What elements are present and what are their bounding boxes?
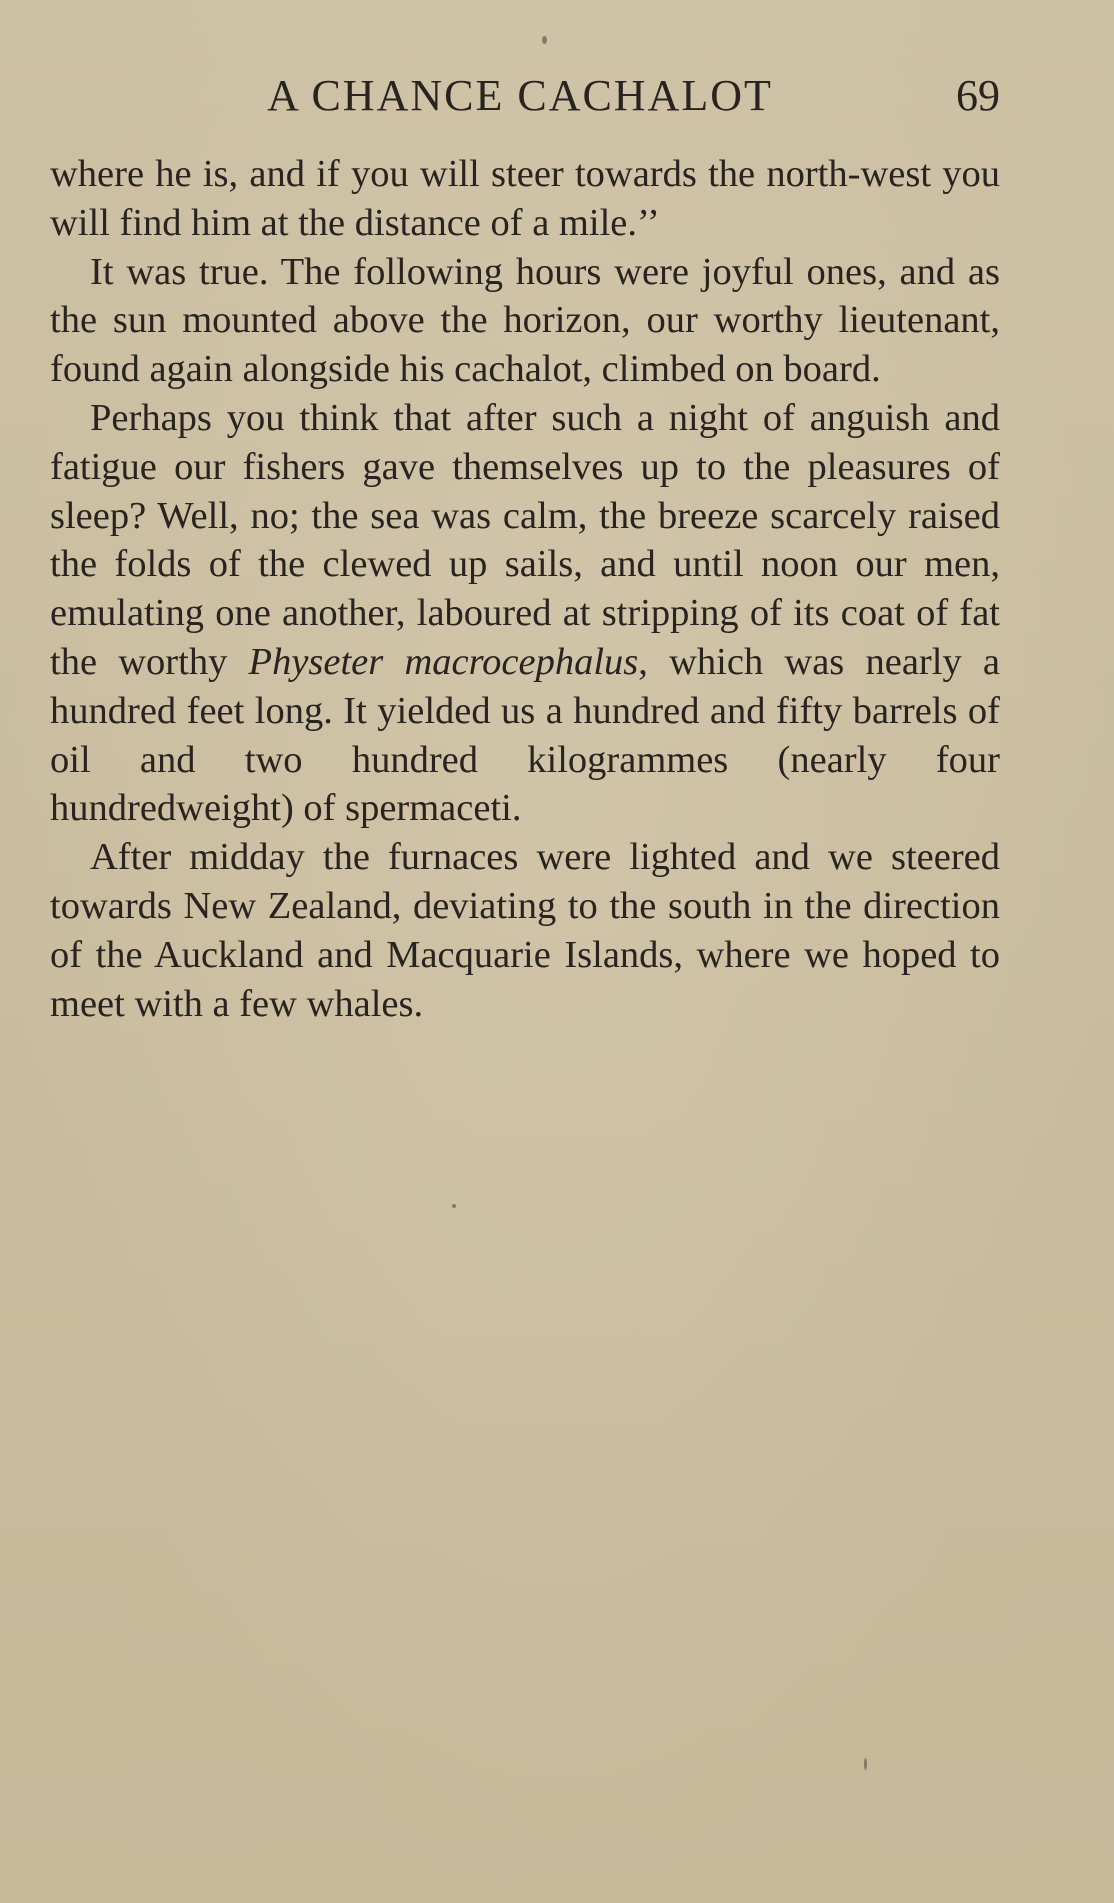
paragraph <box>50 394 1000 833</box>
ink-speck <box>542 36 547 44</box>
ink-speck <box>452 1204 456 1208</box>
paragraph-text: Perhaps you think that after such a night of anguish and fatigue our fishers gave themselves up to the pleasures of sleep? Well, no; the sea was calm, the breeze scarcely raised the folds of the clewed up sails, and until noon our men, emulating one another, laboured at stripping of its coat of fat the worthy <box>50 396 1000 683</box>
ink-speck <box>864 1758 867 1770</box>
species-name: Physeter macrocephalus <box>248 640 639 683</box>
paragraph: After midday the furnaces were lighted and we steered towards New Zealand, deviating to the south in the direction of the Auckland and Macquarie Islands, where we hoped to meet with a few whales. <box>50 836 1000 1025</box>
paragraph: It was true. The following hours were joyful ones, and as the sun mounted above the horizon, our worthy lieutenant, found again alongside his cachalot, climbed on board. <box>50 250 1000 391</box>
page-number: 69 <box>956 71 1000 120</box>
page-body <box>50 150 1000 1028</box>
paragraph: where he is, and if you will steer towards the north-west you will find him at the distance of a mile.’’ <box>50 153 1000 244</box>
page-header <box>0 68 1114 128</box>
running-title: A CHANCE CACHALOT <box>267 71 773 120</box>
paragraph-text: , which was nearly a hundred feet long. It yielded us a hundred and fifty barrels of oil and two hundred kilogrammes (nearly four hundredweight) of spermaceti. <box>50 640 1001 830</box>
